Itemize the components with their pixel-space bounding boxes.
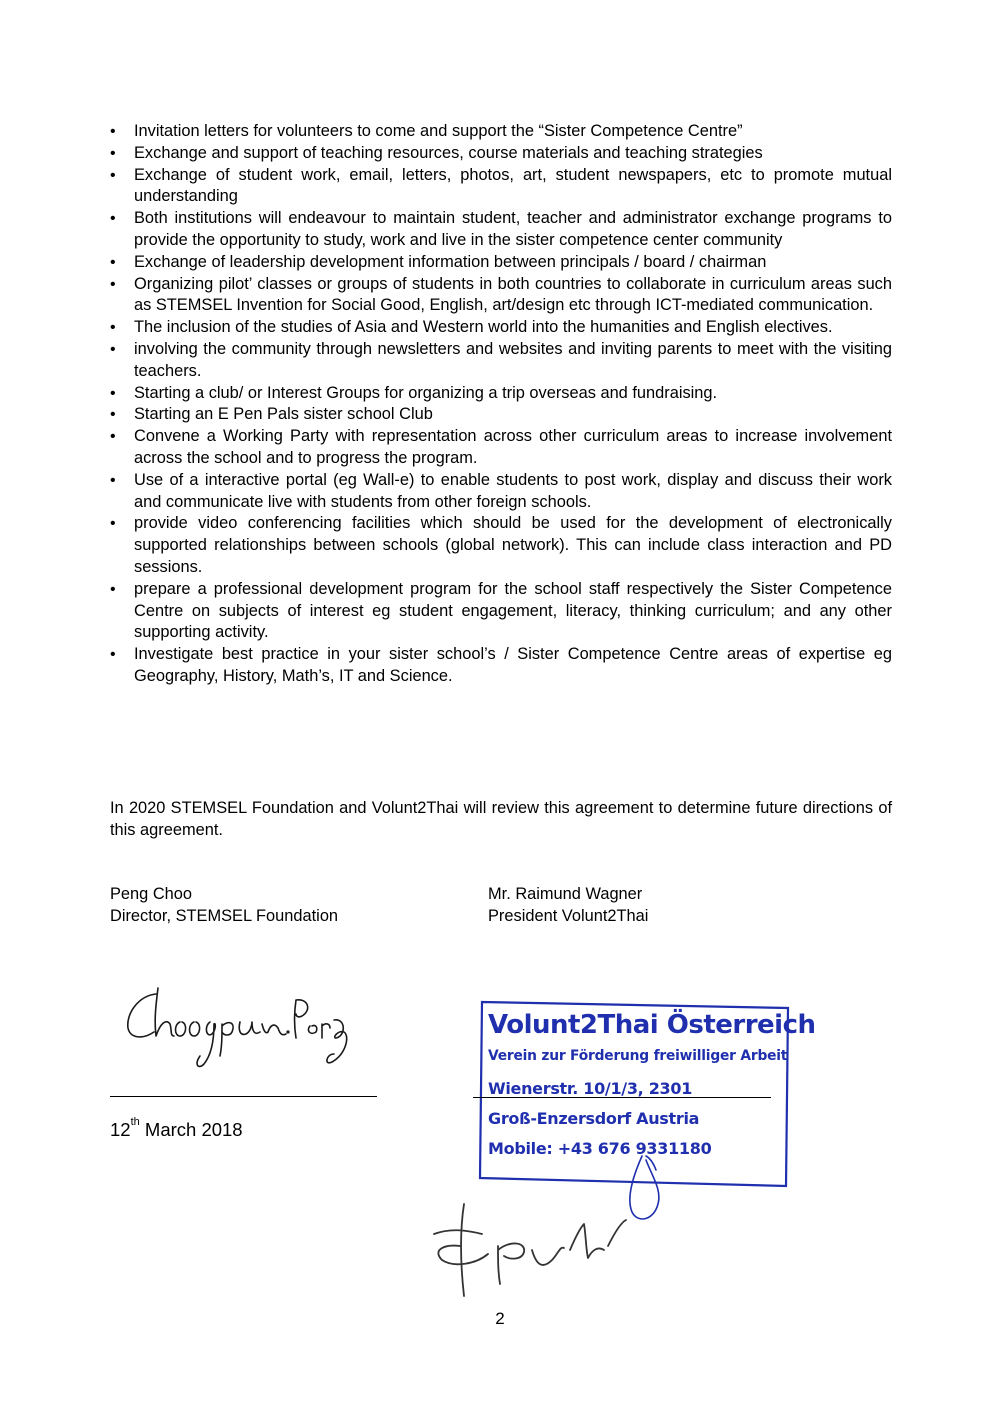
list-item: • Invitation letters for volunteers to come and support the “Sister Competence Centre” — [110, 121, 892, 143]
left-signature-line — [110, 1096, 377, 1097]
right-signature-line — [473, 1097, 771, 1098]
left-signatory — [110, 884, 338, 928]
list-item: • Convene a Working Party with representation across other curriculum areas to increase involvement across the school and to progress the program. — [110, 426, 892, 470]
list-item: • The inclusion of the studies of Asia and Western world into the humanities and English electives. — [110, 317, 892, 339]
stamp-line4: Groß-Enzersdorf Austria — [488, 1109, 700, 1128]
list-item: • provide video conferencing facilities which should be used for the development of electronically supported relationships between schools (global network). This can include class interaction and PD sessions. — [110, 513, 892, 578]
list-item: • prepare a professional development program for the school staff respectively the Sister Competence Centre on subjects of interest eg student engagement, literacy, thinking curriculum; and any other supporting activity. — [110, 579, 892, 644]
list-item: • Use of a interactive portal (eg Wall-e) to enable students to post work, display and discuss their work and communicate live with students from other foreign schools. — [110, 470, 892, 514]
list-item: • Exchange of student work, email, letters, photos, art, student newspapers, etc to promote mutual understanding — [110, 165, 892, 209]
right-signatory — [488, 884, 648, 928]
review-paragraph: In 2020 STEMSEL Foundation and Volunt2Thai will review this agreement to determine future directions of this agreement. — [110, 799, 892, 839]
list-item: • involving the community through newsletters and websites and inviting parents to meet with the visiting teachers. — [110, 339, 892, 383]
stamp-line1: Volunt2Thai Österreich — [488, 1010, 816, 1040]
list-item: • Exchange and support of teaching resources, course materials and teaching strategies — [110, 143, 892, 165]
list-item: • Both institutions will endeavour to maintain student, teacher and administrator exchange programs to provide the opportunity to study, work and live in the sister competence center community — [110, 208, 892, 252]
left-signatory-title: Director, STEMSEL Foundation — [110, 906, 339, 925]
list-item: • Investigate best practice in your sister school’s / Sister Competence Centre areas of expertise eg Geography, History, Math’s, IT and Science. — [110, 644, 892, 688]
right-signatory-title: President Volunt2Thai — [488, 906, 649, 925]
list-item: • Exchange of leadership development information between principals / board / chairman — [110, 252, 892, 274]
list-item: • Starting a club/ or Interest Groups for organizing a trip overseas and fundraising. — [110, 383, 892, 405]
bullet-list — [110, 121, 892, 688]
left-handwritten-signature — [118, 980, 358, 1080]
right-handwritten-signature — [420, 1150, 680, 1300]
page-number: 2 — [495, 1309, 505, 1328]
left-signatory-name: Peng Choo — [110, 885, 193, 903]
stamp-line5: Mobile: +43 676 9331180 — [488, 1139, 712, 1158]
list-item: • Organizing pilot’ classes or groups of students in both countries to collaborate in curriculum areas such as STEMSEL Invention for Social Good, English, art/design etc through ICT-mediated communication. — [110, 274, 892, 318]
right-signatory-name: Mr. Raimund Wagner — [488, 885, 643, 903]
stamp-line2: Verein zur Förderung freiwilliger Arbeit — [488, 1048, 788, 1064]
signing-date: 12th March 2018 — [110, 1116, 243, 1140]
stamp-line3: Wienerstr. 10/1/3, 2301 — [488, 1079, 693, 1098]
list-item: • Starting an E Pen Pals sister school Club — [110, 404, 892, 426]
